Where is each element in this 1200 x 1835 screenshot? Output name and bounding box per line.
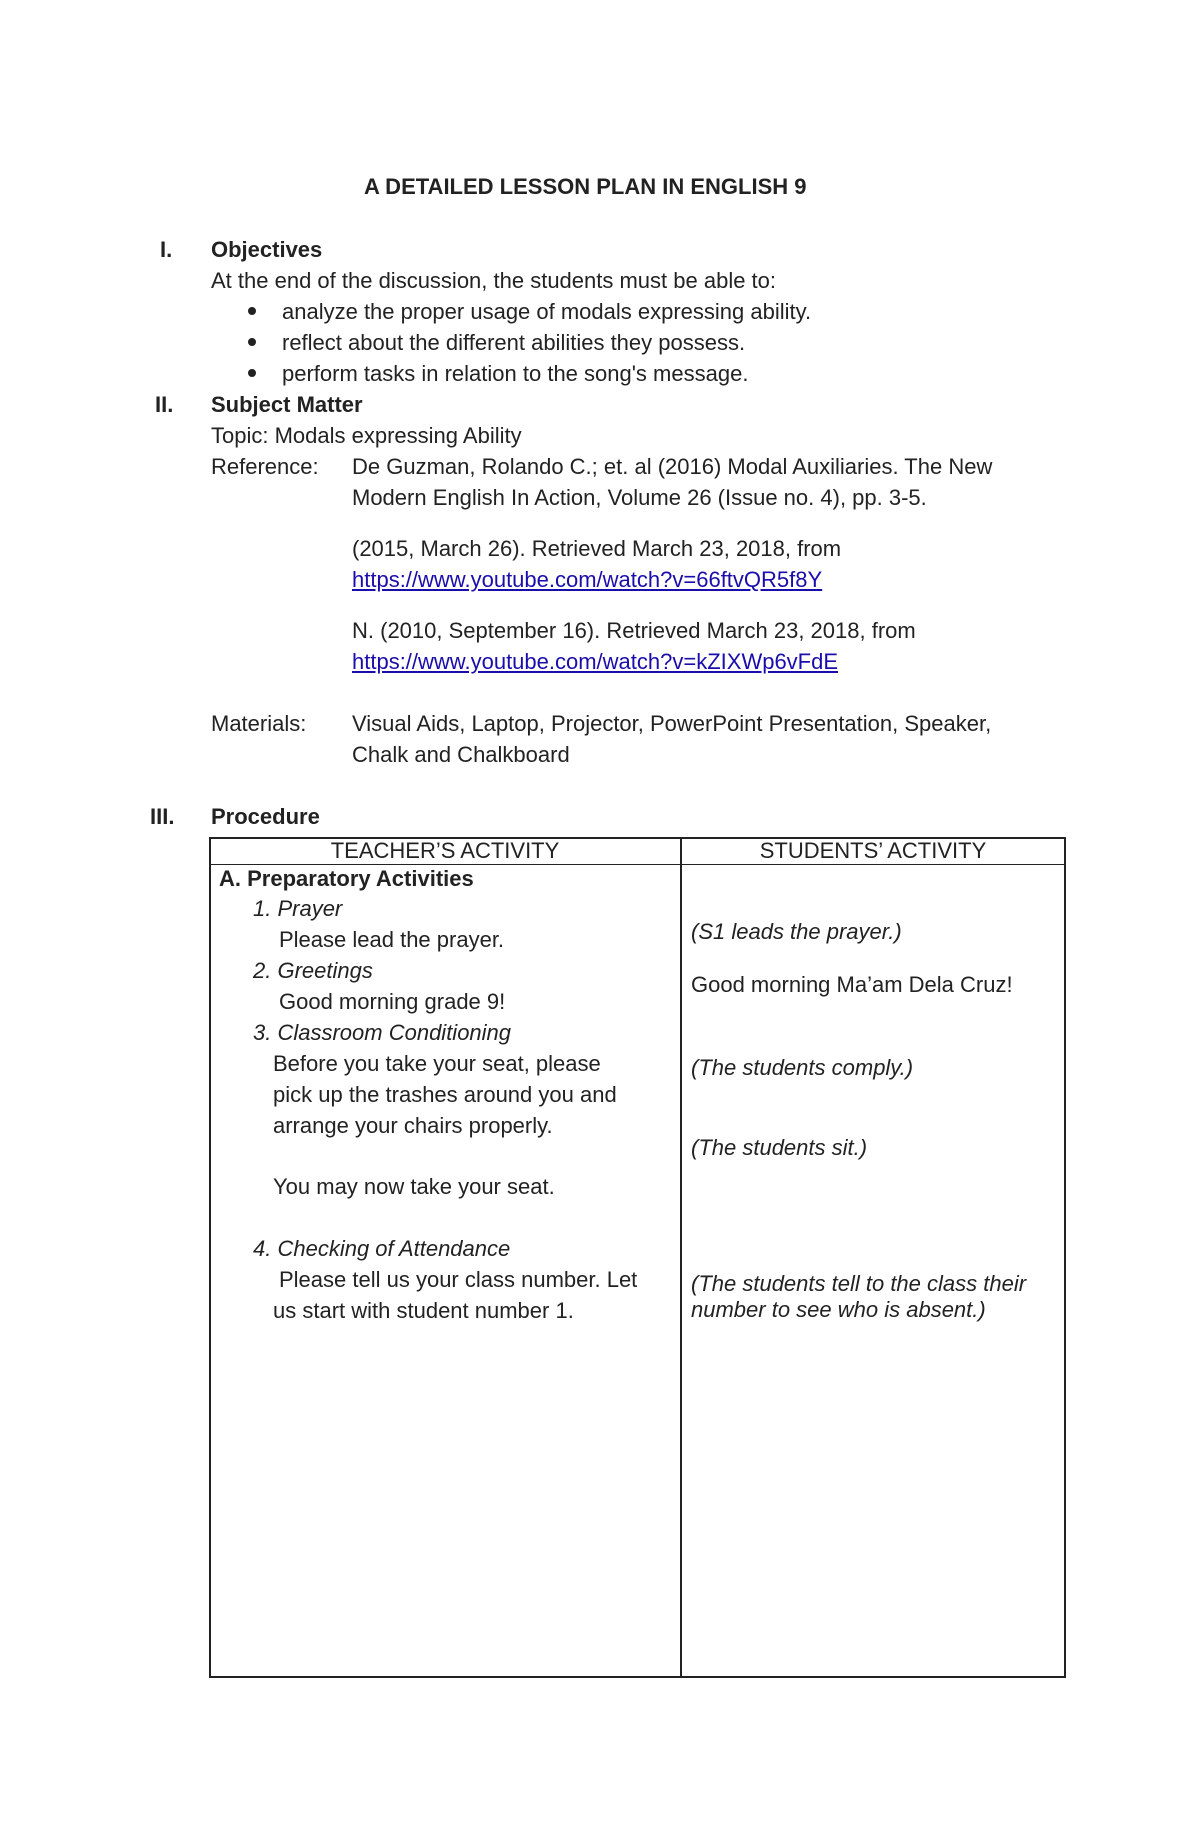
student-sit: (The students sit.) [691, 1135, 868, 1160]
objectives-intro: At the end of the discussion, the students must be able to: [211, 268, 777, 293]
reference-2-link[interactable]: https://www.youtube.com/watch?v=66ftvQR5f8Y [352, 567, 823, 592]
section-numeral-objectives: I. [160, 237, 173, 262]
student-attendance-line: number to see who is absent.) [691, 1297, 986, 1322]
reference-line: Modern English In Action, Volume 26 (Issue no. 4), pp. 3-5. [352, 485, 927, 510]
prayer-title: 1. Prayer [253, 896, 343, 921]
conditioning-title: 3. Classroom Conditioning [253, 1020, 512, 1045]
materials-line: Visual Aids, Laptop, Projector, PowerPoint Presentation, Speaker, [352, 711, 992, 736]
bullet-icon [248, 307, 256, 315]
bullet-icon [248, 338, 256, 346]
materials-line: Chalk and Chalkboard [352, 742, 570, 767]
student-attendance-line: (The students tell to the class their [691, 1271, 1027, 1296]
section-heading-procedure: Procedure [211, 804, 320, 829]
table-header-divider [209, 864, 1066, 865]
conditioning-line: Before you take your seat, please [273, 1051, 601, 1076]
prayer-text: Please lead the prayer. [279, 927, 505, 952]
attendance-line: Please tell us your class number. Let [279, 1267, 638, 1292]
table-column-divider [680, 837, 682, 1678]
section-heading-objectives: Objectives [211, 237, 323, 262]
section-a-title: A. Preparatory Activities [219, 866, 474, 891]
objective-item: analyze the proper usage of modals expressing ability. [282, 299, 812, 324]
reference-line: De Guzman, Rolando C.; et. al (2016) Modal Auxiliaries. The New [352, 454, 993, 479]
table-header-teacher: TEACHER’S ACTIVITY [330, 838, 560, 863]
reference-3-link[interactable]: https://www.youtube.com/watch?v=kZIXWp6vFdE [352, 649, 839, 674]
objective-item: reflect about the different abilities they possess. [282, 330, 746, 355]
objective-item: perform tasks in relation to the song's message. [282, 361, 749, 386]
student-prayer: (S1 leads the prayer.) [691, 919, 902, 944]
attendance-title: 4. Checking of Attendance [253, 1236, 511, 1261]
student-greeting: Good morning Ma’am Dela Cruz! [691, 972, 1013, 997]
seat-text: You may now take your seat. [273, 1174, 555, 1199]
greetings-text: Good morning grade 9! [279, 989, 506, 1014]
section-numeral-procedure: III. [150, 804, 175, 829]
student-comply: (The students comply.) [691, 1055, 914, 1080]
section-numeral-subject: II. [155, 392, 174, 417]
reference-3-text: N. (2010, September 16). Retrieved March 23, 2018, from [352, 618, 916, 643]
attendance-line: us start with student number 1. [273, 1298, 574, 1323]
reference-label: Reference: [211, 454, 319, 479]
section-heading-subject: Subject Matter [211, 392, 363, 417]
document-title: A DETAILED LESSON PLAN IN ENGLISH 9 [364, 174, 807, 199]
greetings-title: 2. Greetings [253, 958, 373, 983]
bullet-icon [248, 369, 256, 377]
conditioning-line: arrange your chairs properly. [273, 1113, 553, 1138]
conditioning-line: pick up the trashes around you and [273, 1082, 617, 1107]
reference-2-text: (2015, March 26). Retrieved March 23, 2018, from [352, 536, 842, 561]
table-header-students: STUDENTS’ ACTIVITY [759, 838, 987, 863]
materials-label: Materials: [211, 711, 307, 736]
topic-line: Topic: Modals expressing Ability [211, 423, 522, 448]
